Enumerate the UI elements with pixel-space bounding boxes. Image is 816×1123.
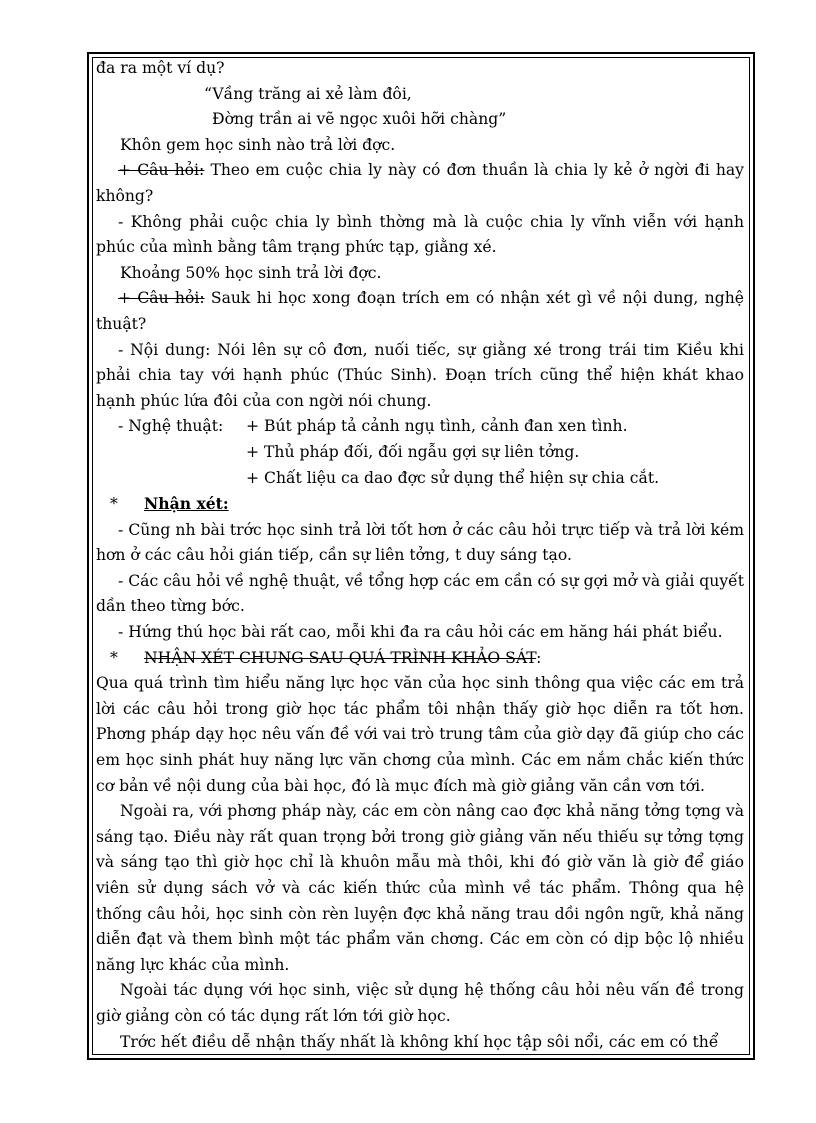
remark-item: - Các câu hỏi về nghệ thuật, về tổng hợp các em cần có sự gợi mở và giải quyết dần theo từng bớc. [96, 571, 744, 616]
summary-paragraph: Qua quá trình tìm hiểu năng lực học văn của học sinh thông qua việc các em trả lời các câu hỏi trong giờ học tác phẩm tôi nhận thấy giờ học diễn ra tốt hơn. Phơng pháp dạy học nêu vấn đề với vai trò trung tâm của giờ dạy đã giúp cho các em học sinh phát huy năng lực văn chơng của mình. Các em nắm chắc kiến thức cơ bản về nội dung của bài học, đó là mục đích mà giờ giảng văn cần vơn tới. [96, 674, 744, 795]
summary-heading [96, 646, 744, 672]
summary-colon: : [536, 648, 542, 667]
summary-label: NHẬN XÉT CHUNG SAU QUÁ TRÌNH KHẢO SÁT [144, 648, 537, 667]
art-item: + Chất liệu ca dao đợc sử dụng thể hiện sự chia cắt. [246, 468, 660, 487]
text-line: đa ra một ví dụ? [96, 59, 225, 77]
remark-label: Nhận xét: [144, 494, 229, 514]
remark-item: - Hứng thú học bài rất cao, mỗi khi đa ra câu hỏi các em hăng hái phát biểu. [118, 623, 723, 642]
remark-item: - Cũng nh bài trớc học sinh trả lời tốt hơn ở các câu hỏi trực tiếp và trả lời kém hơn ở các câu hỏi gián tiếp, cần sự liên tởng, t duy sáng tạo. [96, 520, 744, 565]
content-paragraph: - Nội dung: Nói lên sự cô đơn, nuối tiếc, sự giằng xé trong trái tim Kiều khi phải chia tay với hạnh phúc (Thúc Sinh). Đoạn trích cũng thể hiện khát khao hạnh phúc lứa đôi của con ngời nói chung. [96, 340, 744, 410]
art-row [96, 414, 744, 440]
text-line: Khoảng 50% học sinh trả lời đợc. [120, 263, 382, 282]
summary-paragraph: Ngoài tác dụng với học sinh, việc sử dụng hệ thống câu hỏi nêu vấn đề trong giờ giảng còn có tác dụng rất lớn tới giờ học. [96, 981, 744, 1025]
verse-line-2: Đờng trần ai vẽ ngọc xuôi hỡi chàng” [212, 110, 507, 129]
art-item: + Thủ pháp đối, đối ngẫu gợi sự liên tởng. [246, 442, 580, 461]
bullet-star: * [110, 648, 118, 667]
document-body [96, 56, 744, 1055]
summary-paragraph: Trớc hết điều dễ nhận thấy nhất là không khí học tập sôi nổi, các em có thể [120, 1032, 719, 1051]
question-label: + Câu hỏi: [118, 161, 205, 180]
art-heading: - Nghệ thuật: [118, 417, 224, 436]
question-text: Theo em cuộc chia ly này có đơn thuần là chia ly kẻ ở ngời đi hay không? [96, 161, 744, 205]
question-text: Sauk hi học xong đoạn trích em có nhận xét gì về nội dung, nghệ thuật? [96, 289, 744, 333]
art-item: + Bút pháp tả cảnh ngụ tình, cảnh đan xen tình. [246, 417, 628, 436]
verse-line-1: “Vầng trăng ai xẻ làm đôi, [204, 84, 412, 103]
summary-paragraph: Ngoài ra, với phơng pháp này, các em còn nâng cao đợc khả năng tởng tợng và sáng tạo. Điều này rất quan trọng bởi trong giờ giảng văn nếu thiếu sự tởng tợng và sáng tạo thì giờ học chỉ là khuôn mẫu mà thôi, khi đó giờ văn là giờ để giáo viên sử dụng sách vở và các kiến thức của mình về tác phẩm. Thông qua hệ thống câu hỏi, học sinh còn rèn luyện đợc khả năng trau dồi ngôn ngữ, khả năng diễn đạt và them bình một tác phẩm văn chơng. Các em còn có dịp bộc lộ nhiều năng lực khác của mình. [96, 802, 744, 974]
question-label: + Câu hỏi: [118, 289, 205, 308]
remark-heading [96, 491, 744, 518]
bullet-star: * [110, 495, 118, 514]
question-1 [96, 158, 744, 209]
question-2 [96, 286, 744, 337]
text-line: Khôn gem học sinh nào trả lời đợc. [120, 135, 396, 154]
answer-1: - Không phải cuộc chia ly bình thờng mà là cuộc chia ly vĩnh viễn với hạnh phúc của mình bằng tâm trạng phức tạp, giằng xé. [96, 212, 744, 257]
